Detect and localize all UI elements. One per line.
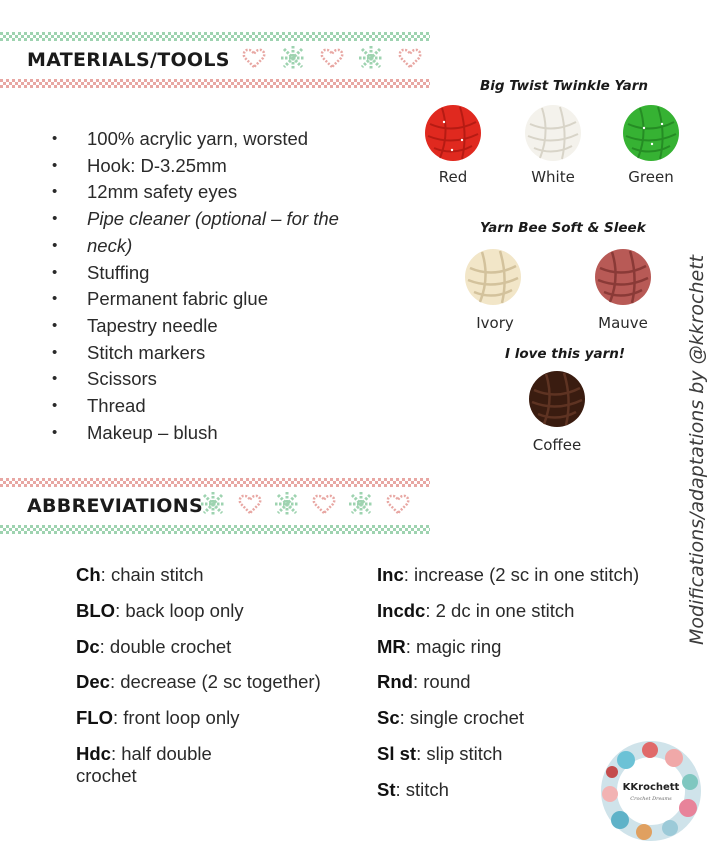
abbreviation-entry xyxy=(76,707,240,729)
red-stitch-strip xyxy=(0,79,430,88)
abbreviation-definition: : single crochet xyxy=(399,707,525,728)
heart-icon xyxy=(320,47,344,73)
snowflake-icon xyxy=(200,491,226,521)
yarn-label: Coffee xyxy=(532,436,582,454)
abbreviation-term: Rnd xyxy=(377,671,413,692)
abbreviation-definition: : double crochet xyxy=(99,636,232,657)
abbreviation-definition: : stitch xyxy=(395,779,449,800)
side-credit: Modifications/adaptations by @kkrochett xyxy=(686,254,708,645)
abbreviation-definition: : round xyxy=(412,671,471,692)
list-item: • Stitch markers xyxy=(52,340,392,367)
yarn-group-title: I love this yarn! xyxy=(505,346,626,362)
yarn-group-title: Yarn Bee Soft & Sleek xyxy=(480,220,646,236)
abbreviation-term: Hdc xyxy=(76,743,111,764)
abbreviation-definition: : increase (2 sc in one stitch) xyxy=(403,564,640,585)
abbreviation-entry xyxy=(76,671,321,693)
abbreviation-entry xyxy=(377,600,574,622)
abbreviations-heading: ABBREVIATIONS xyxy=(27,495,203,517)
motif-row xyxy=(242,42,422,78)
yarn-ball-coffee xyxy=(528,370,586,428)
yarn-ball-green xyxy=(622,104,680,162)
abbreviation-entry xyxy=(377,779,449,801)
snowflake-icon xyxy=(358,45,384,75)
abbreviations-header-band xyxy=(0,478,430,534)
abbreviation-term: BLO xyxy=(76,600,116,621)
abbreviation-entry xyxy=(377,636,501,658)
heart-icon xyxy=(242,47,266,73)
abbreviation-term: Incdc xyxy=(377,600,426,621)
list-item: • 100% acrylic yarn, worsted xyxy=(52,126,392,153)
yarn-ball-mauve xyxy=(594,248,652,306)
yarn-group-title: Big Twist Twinkle Yarn xyxy=(480,78,648,94)
materials-header-band xyxy=(0,32,430,88)
heart-icon xyxy=(398,47,422,73)
abbreviation-definition: : front loop only xyxy=(113,707,240,728)
yarn-ball-red xyxy=(424,104,482,162)
abbreviation-definition: : decrease (2 sc together) xyxy=(109,671,321,692)
list-item: • Thread xyxy=(52,393,392,420)
snowflake-icon xyxy=(280,45,306,75)
abbreviation-term: Ch xyxy=(76,564,101,585)
brand-logo xyxy=(598,738,704,844)
heart-icon xyxy=(312,493,336,519)
abbreviation-definition: : magic ring xyxy=(405,636,502,657)
list-item-continuation-text: neck) xyxy=(87,234,133,256)
list-item: • Makeup – blush xyxy=(52,420,392,447)
list-item: • Hook: D-3.25mm xyxy=(52,153,392,180)
list-item: • 12mm safety eyes xyxy=(52,179,392,206)
abbreviation-entry xyxy=(76,600,244,622)
heart-icon xyxy=(238,493,262,519)
red-stitch-strip xyxy=(0,478,430,487)
abbreviation-entry xyxy=(76,564,204,586)
abbreviation-term: Inc xyxy=(377,564,404,585)
materials-heading: MATERIALS/TOOLS xyxy=(27,49,230,71)
abbreviation-term: Dec xyxy=(76,671,110,692)
abbreviation-definition: : half double xyxy=(110,743,212,764)
yarn-ball-ivory xyxy=(464,248,522,306)
abbreviation-definition: : 2 dc in one stitch xyxy=(425,600,575,621)
yarn-label: Red xyxy=(438,168,468,186)
snowflake-icon xyxy=(348,491,374,521)
yarn-label: Mauve xyxy=(598,314,648,332)
yarn-label: White xyxy=(531,168,575,186)
yarn-label: Green xyxy=(628,168,674,186)
abbreviation-entry xyxy=(377,564,639,586)
abbreviation-continuation: crochet xyxy=(76,765,137,786)
abbreviation-entry xyxy=(377,743,502,765)
abbreviation-entry xyxy=(377,671,471,693)
yarn-ball-white xyxy=(524,104,582,162)
logo-tagline-text: Crochet Dreams xyxy=(630,796,672,802)
abbreviation-entry xyxy=(377,707,524,729)
snowflake-icon xyxy=(274,491,300,521)
abbreviation-term: MR xyxy=(377,636,406,657)
heart-icon xyxy=(386,493,410,519)
abbreviation-entry xyxy=(76,743,212,765)
abbreviation-definition: : slip stitch xyxy=(416,743,503,764)
materials-list xyxy=(52,126,392,446)
abbreviation-definition: : chain stitch xyxy=(100,564,204,585)
abbreviation-definition: : back loop only xyxy=(115,600,244,621)
abbreviation-term: Sl st xyxy=(377,743,417,764)
abbreviation-term: St xyxy=(377,779,396,800)
yarn-label: Ivory xyxy=(476,314,514,332)
abbreviation-term: FLO xyxy=(76,707,113,728)
abbreviation-term: Sc xyxy=(377,707,400,728)
motif-row xyxy=(200,488,410,524)
list-item: • Permanent fabric glue xyxy=(52,286,392,313)
list-item-continuation xyxy=(52,233,392,260)
abbreviation-term: Dc xyxy=(76,636,100,657)
list-item: • Stuffing xyxy=(52,260,392,287)
abbreviation-entry xyxy=(76,636,231,658)
green-stitch-strip xyxy=(0,525,430,534)
list-item: • Tapestry needle xyxy=(52,313,392,340)
list-item: • Scissors xyxy=(52,366,392,393)
logo-brand-text: KKrochett xyxy=(622,782,680,793)
green-stitch-strip xyxy=(0,32,430,41)
list-item: • Pipe cleaner (optional – for the xyxy=(52,206,392,233)
